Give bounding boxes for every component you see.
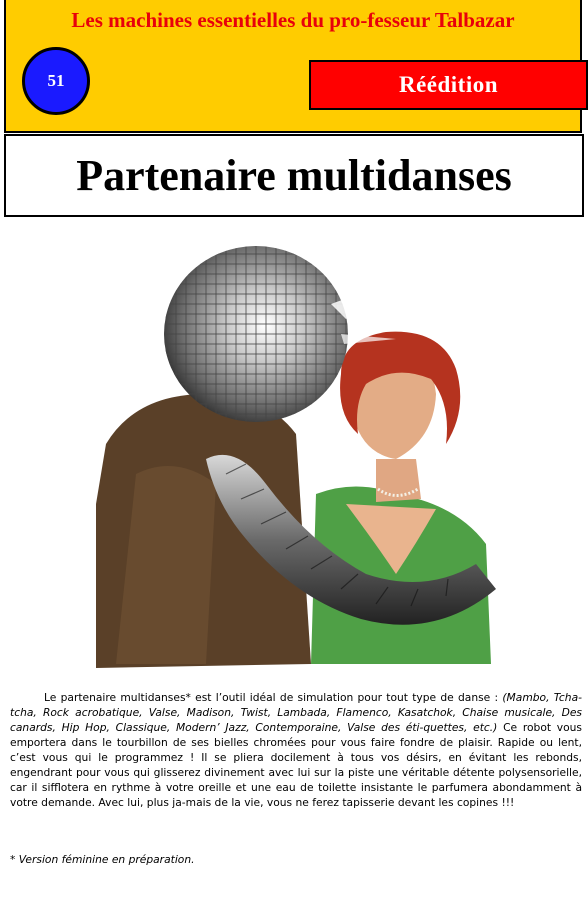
dance-list: (Mambo, Tcha-tcha, Rock acrobatique, Valse, Madison, Twist, Lambada, Flamenco, Kasatchok, Chaise musicale, Des canards, Hip Hop, Classique, Modern’ Jazz, Contemporaine, Valse des éti-quettes, etc.) bbox=[10, 691, 582, 734]
article-title: Partenaire multidanses bbox=[76, 151, 512, 200]
series-title: Les machines essentielles du pro-fesseur Talbazar bbox=[71, 8, 515, 32]
header-banner bbox=[4, 0, 582, 133]
collage-illustration bbox=[96, 244, 500, 668]
article-main-text: Ce robot vous emportera dans le tourbillon de ses bielles chromées pour vous faire fondre de plaisir. Rapide ou lent, c’est vous qui le programmez ! Il se pliera docilement à tous vos désirs, en évitant les rebonds, engendrant pour vous qui glisserez divinement avec lui sur la piste une véritable détente polysensorielle, car il sifflotera en rythme à votre oreille et une eau de toilette insistante le parfumera abondamment à votre demande. Avec lui, plus ja-mais de la vie, vous ne ferez tapisserie devant les copines !!! bbox=[10, 721, 582, 809]
issue-number-badge: 51 bbox=[22, 47, 90, 115]
article-title-box bbox=[4, 134, 584, 217]
article-body bbox=[10, 690, 582, 810]
article-intro: Le partenaire multidanses* est l’outil idéal de simulation pour tout type de danse : bbox=[44, 691, 499, 704]
edition-label: Réédition bbox=[309, 60, 588, 110]
footnote: * Version féminine en préparation. bbox=[10, 853, 195, 866]
